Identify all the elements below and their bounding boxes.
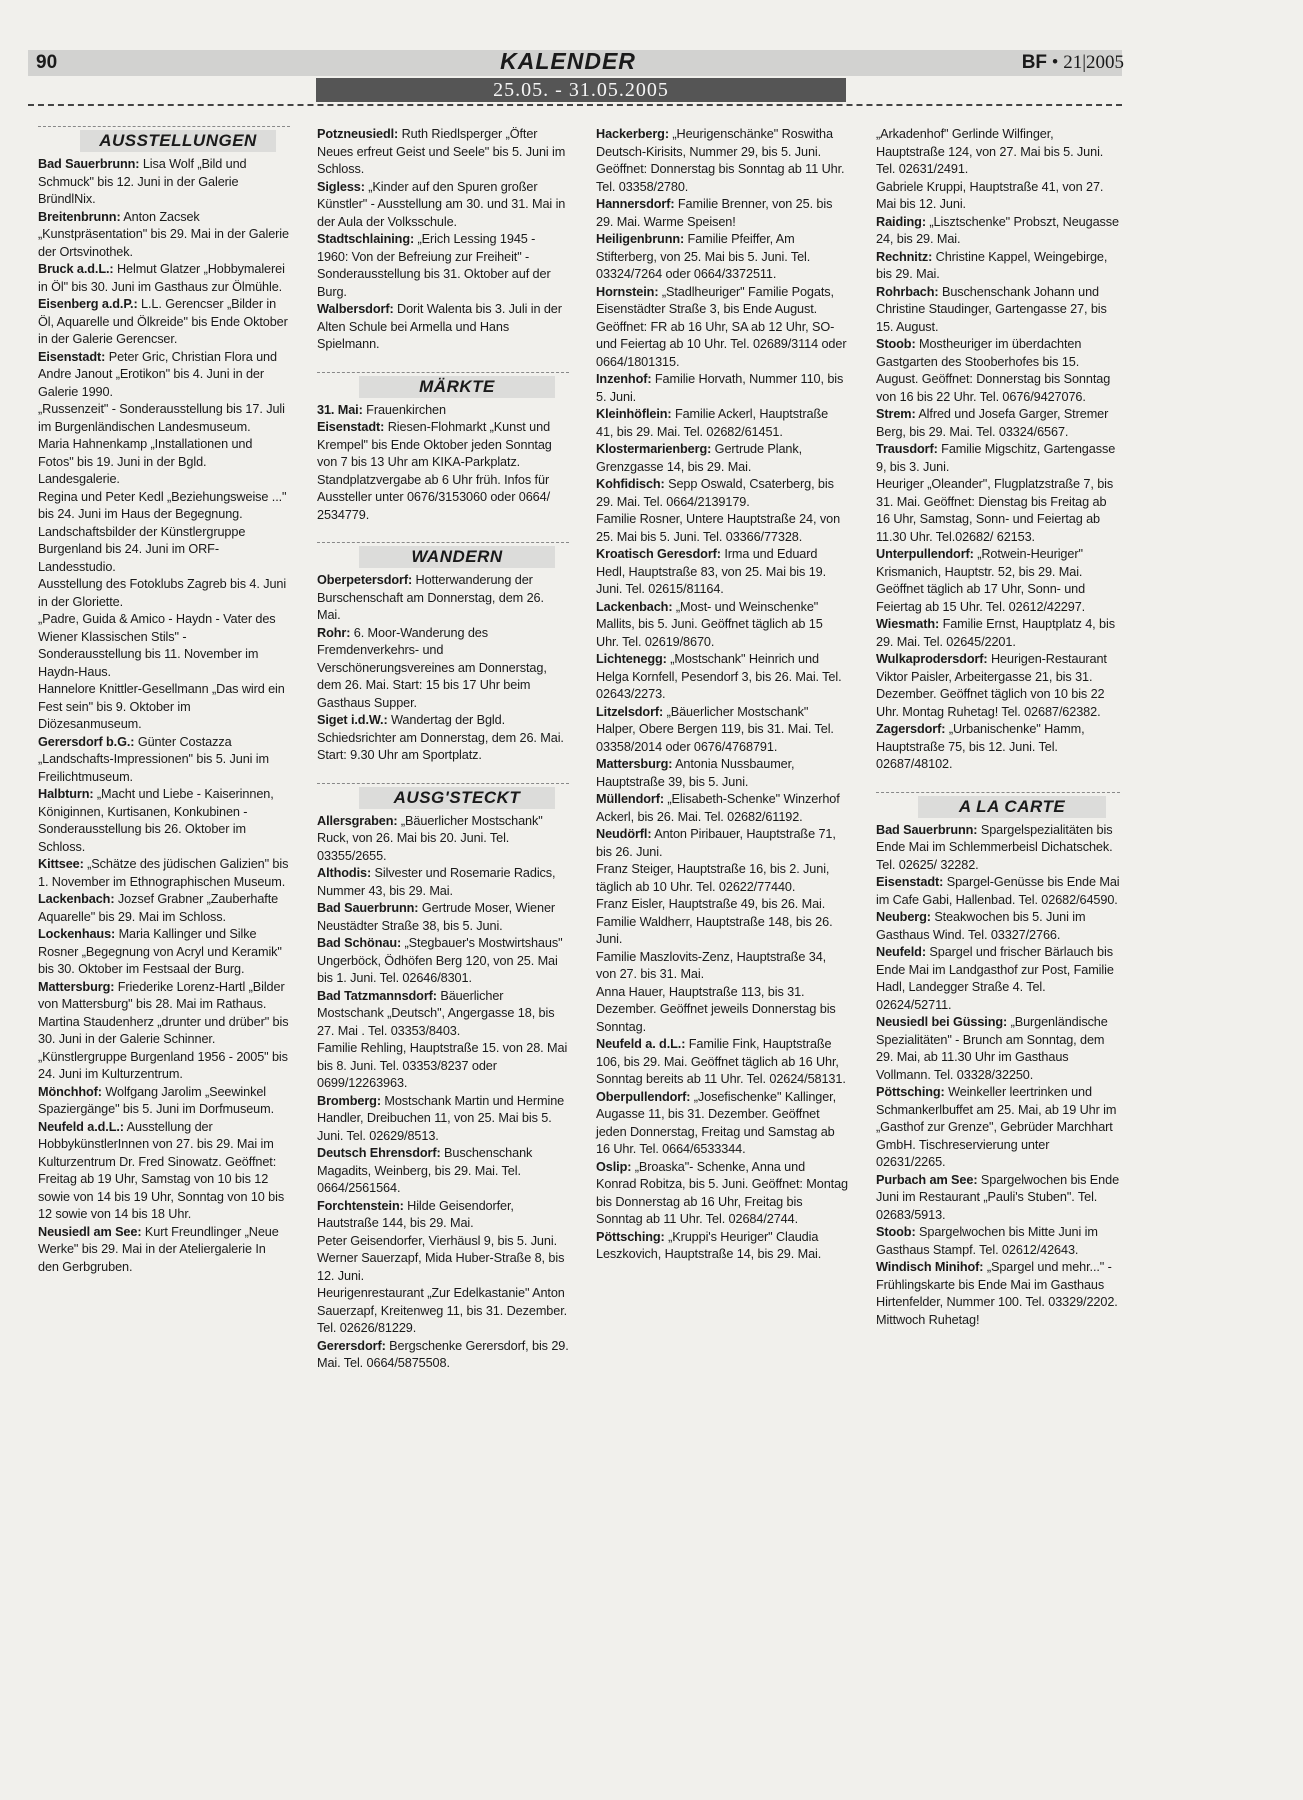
listing-entry xyxy=(38,576,290,611)
listing-text: „Kinder auf den Spuren großer Künstler" - Ausstellung am 30. und 31. Mai in der Aula der Volksschule. xyxy=(317,179,566,229)
listing-entry xyxy=(596,651,848,704)
listing-text: Bergschenke Gerersdorf, bis 29. Mai. Tel. 0664/5875508. xyxy=(317,1338,569,1370)
listing-place: Walbersdorf: xyxy=(317,302,394,316)
listing-entry xyxy=(38,979,290,1014)
bullet-separator: • xyxy=(1051,52,1059,73)
listing-entry xyxy=(876,249,1120,284)
listing-entry xyxy=(596,791,848,826)
listing-place: Wulkaprodersdorf: xyxy=(876,652,988,666)
listing-text: Kurt Freundlinger „Neue Werke" bis 29. Mai in der Ateliergalerie In den Gerbgruben. xyxy=(38,1224,279,1274)
listing-entry xyxy=(876,1224,1120,1259)
listing-entry xyxy=(317,402,569,420)
listing-text: Hannelore Knittler-Gesellmann „Das wird ein Fest sein" bis 9. Oktober im Diözesanmuseum. xyxy=(38,682,285,731)
listing-entry xyxy=(317,126,569,179)
listing-entry xyxy=(38,209,290,262)
listing-entry xyxy=(876,1259,1120,1329)
listing-text: Friederike Lorenz-Hartl „Bilder von Mattersburg" bis 28. Mai im Rathaus. xyxy=(38,979,285,1011)
listing-text: „Urbanischenke" Hamm, Hauptstraße 75, bis 12. Juni. Tel. 02687/48102. xyxy=(876,722,1085,771)
listing-entry xyxy=(38,926,290,979)
listing-text: Landschaftsbilder der Künstlergruppe Burgenland bis 24. Juni im ORF-Landesstudio. xyxy=(38,524,246,574)
listing-entry xyxy=(596,476,848,511)
listing-place: Kroatisch Geresdorf: xyxy=(596,547,721,561)
listing-entry xyxy=(317,301,569,354)
listing-text: „Bäuerlicher Mostschank" Ruck, von 26. Mai bis 20. Juni. Tel. 03355/2655. xyxy=(317,813,543,863)
magazine-name: BF xyxy=(1021,52,1048,73)
listing-place: Eisenberg a.d.P.: xyxy=(38,297,138,311)
listing-text: Hilde Geisendorfer, Hautstraße 144, bis 29. Mai. xyxy=(317,1198,514,1230)
listing-text: Familie Rehling, Hauptstraße 15. von 28. Mai bis 8. Juni. Tel. 03353/8237 oder 0699/12263963. xyxy=(317,1041,568,1090)
listing-place: Siget i.d.W.: xyxy=(317,713,388,727)
listing-place: Allersgraben: xyxy=(317,813,398,828)
listing-text: „Heurigenschänke" Roswitha Deutsch-Kirisits, Nummer 29, bis 5. Juni. Geöffnet: Donnerstag bis Sonntag ab 11 Uhr. Tel. 03358/2780. xyxy=(596,127,845,194)
section-gap xyxy=(317,524,569,542)
listing-entry xyxy=(317,1093,569,1146)
listing-entry xyxy=(596,196,848,231)
listing-entry xyxy=(876,179,1120,214)
listing-place: Bad Sauerbrunn: xyxy=(317,901,419,915)
listing-entry xyxy=(876,874,1120,909)
listing-place: Neudörfl: xyxy=(596,827,652,841)
listing-text: „Elisabeth-Schenke" Winzerhof Ackerl, bis 26. Mai. Tel. 02682/61192. xyxy=(596,792,840,824)
listing-text: Familie Maszlovits-Zenz, Hauptstraße 34, von 27. bis 31. Mai. xyxy=(596,949,827,981)
section-heading-title: A LA CARTE xyxy=(918,796,1106,818)
listing-text: Günter Costazza „Landschafts-Impressionen" bis 5. Juni im Freilichtmuseum. xyxy=(38,734,269,784)
listing-text: Heurigenrestaurant „Zur Edelkastanie" Anton Sauerzapf, Kreitenweg 11, bis 31. Dezember. Tel. 02626/81229. xyxy=(317,1286,568,1335)
listing-entry xyxy=(596,1159,848,1229)
listing-entry xyxy=(317,988,569,1041)
listing-entry xyxy=(317,935,569,988)
listing-text: Anna Hauer, Hauptstraße 113, bis 31. Dezember. Geöffnet jeweils Donnerstag bis Sonntag. xyxy=(596,984,836,1034)
listing-place: Kittsee: xyxy=(38,857,84,871)
listing-entry xyxy=(876,909,1120,944)
listing-place: Mattersburg: xyxy=(596,757,673,771)
listing-text: „Stadlheuriger" Familie Pogats, Eisenstädter Straße 3, bis Ende August. Geöffnet: FR ab 16 Uhr, SA ab 12 Uhr, SO- und Feiertag ab 10 Uhr. Tel. 02689/3114 oder 0664/1801315. xyxy=(596,284,847,369)
listing-text: Familie Fink, Hauptstraße 106, bis 29. Mai. Geöffnet täglich ab 16 Uhr, Sonntag bereits ab 11 Uhr. Tel. 02624/58131. xyxy=(596,1037,846,1086)
listing-text: Martina Staudenherz „drunter und drüber" bis 30. Juni in der Galerie Schinner. xyxy=(38,1014,289,1046)
listing-entry xyxy=(876,1172,1120,1225)
column-4 xyxy=(876,126,1120,1329)
listing-text: „Burgenländische Spezialitäten" - Brunch am Sonntag, dem 29. Mai, ab 11.30 Uhr im Gasthaus Vollmann. Tel. 03328/32250. xyxy=(876,1015,1108,1082)
listing-entry xyxy=(596,896,848,914)
listing-entry xyxy=(596,704,848,757)
listing-place: Stadtschlaining: xyxy=(317,232,415,246)
listing-text: Spargelwochen bis Mitte Juni im Gasthaus Stampf. Tel. 02612/42643. xyxy=(876,1225,1098,1257)
listing-entry xyxy=(876,441,1120,476)
listing-text: Werner Sauerzapf, Mida Huber-Straße 8, bis 12. Juni. xyxy=(317,1251,565,1283)
listing-entry xyxy=(596,441,848,476)
listing-place: Bad Tatzmannsdorf: xyxy=(317,988,437,1003)
listing-text: „Josefischenke" Kallinger, Augasse 11, bis 31. Dezember. Geöffnet jeden Donnerstag, Freitag und Samstag ab 16 Uhr. Tel. 0664/6533344. xyxy=(596,1089,837,1156)
listing-entry xyxy=(876,822,1120,875)
listing-place: Neufeld: xyxy=(876,945,926,959)
listing-text: Familie Ernst, Hauptplatz 4, bis 29. Mai. Tel. 02645/2201. xyxy=(876,617,1115,649)
listing-entry xyxy=(876,721,1120,774)
listing-entry xyxy=(876,406,1120,441)
listing-entry xyxy=(596,1036,848,1089)
listing-text: „Mostschank" Heinrich und Helga Kornfell, Pesendorf 3, bis 26. Mai. Tel. 02643/2273. xyxy=(596,652,842,701)
listing-text: L.L. Gerencser „Bilder in Öl, Aquarelle und Ölkreide" bis Ende Oktober in der Galerie Gerencser. xyxy=(38,297,288,346)
listing-text: „Stegbauer's Mostwirtshaus" Ungerböck, Ödhöfen Berg 120, von 25. Mai bis 1. Juni. Tel. 02646/8301. xyxy=(317,936,563,985)
listing-place: Neusiedl bei Güssing: xyxy=(876,1015,1008,1029)
listing-entry xyxy=(38,349,290,402)
listing-place: Oslip: xyxy=(596,1159,632,1174)
listing-place: Stoob: xyxy=(876,1225,916,1239)
listing-text: Jozsef Grabner „Zauberhafte Aquarelle" bis 29. Mai im Schloss. xyxy=(38,892,279,924)
section-title: KALENDER xyxy=(500,48,636,74)
listing-place: Pöttsching: xyxy=(596,1229,665,1244)
listing-text: Riesen-Flohmarkt „Kunst und Krempel" bis Ende Oktober jeden Sonntag von 7 bis 13 Uhr am KIKA-Parkplatz. Standplatzvergabe ab 6 Uhr früh. Infos für Aussteller unter 0676/3153060 oder 0664/ 2534779. xyxy=(317,420,552,522)
listing-text: Dorit Walenta bis 3. Juli in der Alten Schule bei Armella und Hans Spielmann. xyxy=(317,302,562,351)
listing-entry xyxy=(38,1119,290,1224)
listing-text: Maria Hahnenkamp „Installationen und Fotos" bis 19. Juni in der Bgld. Landesgalerie. xyxy=(38,437,253,486)
listing-text: „Spargel und mehr..." - Frühlingskarte bis Ende Mai im Gasthaus Hirtenfelder, Nummer 100. Tel. 03329/2202. Mittwoch Ruhetag! xyxy=(876,1260,1118,1327)
listing-text: „Erich Lessing 1945 - 1960: Von der Befreiung zur Freiheit" - Sonderausstellung bis 31. Oktober auf der Burg. xyxy=(317,232,551,299)
page-number: 90 xyxy=(36,52,58,73)
listing-place: Stoob: xyxy=(876,337,916,351)
listing-place: Raiding: xyxy=(876,214,926,229)
listing-place: Kleinhöflein: xyxy=(596,407,672,421)
listing-place: Heiligenbrunn: xyxy=(596,232,685,246)
listing-entry xyxy=(38,261,290,296)
listing-text: Ausstellung der HobbykünstlerInnen von 27. bis 29. Mai im Kulturzentrum Dr. Fred Sinowatz. Geöffnet: Freitag ab 19 Uhr, Samstag von 10 bis 12 sowie von 14 bis 19 Uhr, Sonntag von 10 bis 12 sowie von 14 bis 18 Uhr. xyxy=(38,1119,285,1221)
listing-text: „Most- und Weinschenke" Mallits, bis 5. Juni. Geöffnet täglich ab 15 Uhr. Tel. 02619/8670. xyxy=(596,599,823,649)
listing-entry xyxy=(876,1084,1120,1172)
listing-text: Hotterwanderung der Burschenschaft am Donnerstag, dem 26. Mai. xyxy=(317,573,544,622)
listing-entry xyxy=(38,681,290,734)
listing-text: Spargel-Genüsse bis Ende Mai im Cafe Gabi, Hallenbad. Tel. 02682/64590. xyxy=(876,875,1120,907)
listing-entry xyxy=(596,511,848,546)
listing-entry xyxy=(876,336,1120,406)
listing-entry xyxy=(317,1145,569,1198)
section-heading-title: AUSSTELLUNGEN xyxy=(80,130,276,152)
listing-entry xyxy=(876,944,1120,1014)
listing-place: Bad Sauerbrunn: xyxy=(38,157,140,171)
listing-text: Mostheuriger im überdachten Gastgarten des Stooberhofes bis 15. August. Geöffnet: Donnerstag bis Sonntag von 16 bis 22 Uhr. Tel. 0676/9427076. xyxy=(876,337,1111,404)
listing-text: Spargelwochen bis Ende Juni im Restaurant „Pauli's Stuben". Tel. 02683/5913. xyxy=(876,1172,1120,1222)
listing-entry xyxy=(317,1285,569,1338)
section-heading xyxy=(38,126,290,152)
listing-text: Familie Brenner, von 25. bis 29. Mai. Warme Speisen! xyxy=(596,197,833,229)
listing-place: Lichtenegg: xyxy=(596,652,667,666)
listing-entry xyxy=(317,1338,569,1373)
listing-entry xyxy=(596,949,848,984)
listing-entry xyxy=(596,546,848,599)
listing-entry xyxy=(876,284,1120,337)
listing-text: Buschenschank Johann und Christine Staudinger, Gartengasse 27, bis 15. August. xyxy=(876,284,1107,334)
listing-place: Kohfidisch: xyxy=(596,477,665,491)
listing-text: „Russenzeit" - Sonderausstellung bis 17. Juli im Burgenländischen Landesmuseum. xyxy=(38,402,285,434)
listing-text: Anton Zacsek „Kunstpräsentation" bis 29. Mai in der Galerie der Ortsvinothek. xyxy=(38,209,289,259)
listing-place: Eisenstadt: xyxy=(38,349,106,364)
listing-text: Silvester und Rosemarie Radics, Nummer 43, bis 29. Mai. xyxy=(317,866,556,898)
listing-entry xyxy=(596,599,848,652)
listing-text: „Rotwein-Heuriger" Krismanich, Hauptstr. 52, bis 29. Mai. Geöffnet täglich ab 17 Uhr, Sonn- und Feiertag ab 15 Uhr. Tel. 02612/42297. xyxy=(876,547,1086,614)
listing-entry xyxy=(596,406,848,441)
section-heading xyxy=(317,372,569,398)
listing-entry xyxy=(38,156,290,209)
listing-text: „Arkadenhof" Gerlinde Wilfinger, Hauptstraße 124, von 27. Mai bis 5. Juni. Tel. 02631/2491. xyxy=(876,127,1104,176)
listing-place: Neufeld a.d.L.: xyxy=(38,1119,124,1134)
date-range: 25.05. - 31.05.2005 xyxy=(493,79,669,101)
listing-text: Peter Geisendorfer, Vierhäusl 9, bis 5. Juni. xyxy=(317,1233,557,1248)
listing-entry xyxy=(317,865,569,900)
listing-entry xyxy=(317,625,569,713)
listing-entry xyxy=(38,734,290,787)
column-3 xyxy=(596,126,848,1264)
listing-entry xyxy=(38,1224,290,1277)
listing-place: Gerersdorf: xyxy=(317,1338,386,1353)
listing-place: Breitenbrunn: xyxy=(38,209,121,224)
listing-text: „Lisztschenke" Probszt, Neugasse 24, bis 29. Mai. xyxy=(876,214,1119,246)
listing-text: Helmut Glatzer „Hobbymalerei in Öl" bis 30. Juni im Gasthaus zur Ölmühle. xyxy=(38,262,285,294)
listing-text: Peter Gric, Christian Flora und Andre Janout „Erotikon" bis 4. Juni in der Galerie 1990. xyxy=(38,349,277,399)
listing-text: Gertrude Plank, Grenzgasse 14, bis 29. Mai. xyxy=(596,442,803,474)
section-heading xyxy=(876,792,1120,818)
listing-place: Oberpullendorf: xyxy=(596,1089,691,1104)
issue-number: 21|2005 xyxy=(1063,52,1124,73)
listing-entry xyxy=(596,914,848,949)
listing-entry xyxy=(317,1198,569,1233)
section-heading-title: MÄRKTE xyxy=(359,376,555,398)
listing-text: Familie Pfeiffer, Am Stifterberg, von 25. Mai bis 5. Juni. Tel. 03324/7264 oder 0664/3372511. xyxy=(596,232,811,281)
listing-place: Zagersdorf: xyxy=(876,722,946,736)
listing-place: 31. Mai: xyxy=(317,402,363,417)
listing-entry xyxy=(596,284,848,372)
listing-entry xyxy=(596,756,848,791)
listing-entry xyxy=(596,861,848,896)
section-heading-title: WANDERN xyxy=(359,546,555,568)
listing-entry xyxy=(876,546,1120,616)
listing-text: Mostschank Martin und Hermine Handler, Dreibuchen 11, von 25. Mai bis 5. Juni. Tel. 02629/8513. xyxy=(317,1093,565,1143)
listing-text: Heurigen-Restaurant Viktor Paisler, Arbeitergasse 21, bis 31. Dezember. Geöffnet täglich von 10 bis 22 Uhr. Montag Ruhetag! Tel. 02687/62382. xyxy=(876,652,1107,719)
listing-text: „Bäuerlicher Mostschank" Halper, Obere Bergen 119, bis 31. Mai. Tel. 03358/2014 oder 0676/4768791. xyxy=(596,704,834,754)
listing-place: Sigless: xyxy=(317,179,365,194)
listing-entry xyxy=(596,1229,848,1264)
listing-entry xyxy=(317,1250,569,1285)
listing-place: Bromberg: xyxy=(317,1093,381,1108)
listing-text: Ausstellung des Fotoklubs Zagreb bis 4. Juni in der Gloriette. xyxy=(38,577,287,609)
listing-place: Neuberg: xyxy=(876,910,931,924)
listing-place: Hornstein: xyxy=(596,284,659,299)
listing-entry xyxy=(38,489,290,524)
listing-text: Regina und Peter Kedl „Beziehungsweise ..." bis 24. Juni im Haus der Begegnung. xyxy=(38,489,287,521)
listing-text: „Padre, Guida & Amico - Haydn - Vater des Wiener Klassischen Stils" - Sonderausstellung bis 11. November im Haydn-Haus. xyxy=(38,612,276,679)
listing-text: Steakwochen bis 5. Juni im Gasthaus Wind. Tel. 03327/2766. xyxy=(876,910,1086,942)
listing-text: Antonia Nussbaumer, Hauptstraße 39, bis 5. Juni. xyxy=(596,757,795,789)
listing-text: „Kruppi's Heuriger" Claudia Leszkovich, Hauptstraße 14, bis 29. Mai. xyxy=(596,1229,822,1261)
listing-text: Spargelspezialitäten bis Ende Mai im Schlemmerbeisl Dichatschek. Tel. 02625/ 32282. xyxy=(876,822,1113,872)
listing-place: Neufeld a. d.L.: xyxy=(596,1037,686,1051)
listing-entry xyxy=(38,524,290,577)
listing-place: Rohr: xyxy=(317,625,351,640)
issue-label xyxy=(1022,50,1124,76)
listing-entry xyxy=(317,572,569,625)
listing-text: „Künstlergruppe Burgenland 1956 - 2005" bis 24. Juni im Kulturzentrum. xyxy=(38,1049,288,1081)
listing-entry xyxy=(38,891,290,926)
listing-place: Wiesmath: xyxy=(876,617,940,631)
listing-entry xyxy=(876,651,1120,721)
listing-place: Mönchhof: xyxy=(38,1084,102,1099)
section-heading-title: AUSG'STECKT xyxy=(359,787,555,809)
listing-text: Franz Steiger, Hauptstraße 16, bis 2. Juni, täglich ab 10 Uhr. Tel. 02622/77440. xyxy=(596,862,830,894)
listing-entry xyxy=(38,611,290,681)
listing-entry xyxy=(38,1049,290,1084)
listing-entry xyxy=(317,231,569,301)
listing-entry xyxy=(596,826,848,861)
header-divider xyxy=(28,104,1122,106)
listing-entry xyxy=(38,856,290,891)
listing-place: Lockenhaus: xyxy=(38,927,116,941)
listing-place: Bruck a.d.L.: xyxy=(38,262,114,276)
listing-place: Litzelsdorf: xyxy=(596,704,664,719)
listing-entry xyxy=(38,296,290,349)
listing-text: Anton Piribauer, Hauptstraße 71, bis 26. Juni. xyxy=(596,827,836,859)
listing-place: Lackenbach: xyxy=(38,892,115,906)
section-gap xyxy=(876,774,1120,792)
listing-text: „Schätze des jüdischen Galizien" bis 1. November im Ethnographischen Museum. xyxy=(38,857,289,889)
listing-text: Spargel und frischer Bärlauch bis Ende Mai im Landgasthof zur Post, Familie Hadl, Landegger Straße 4. Tel. 02624/52711. xyxy=(876,945,1114,1012)
listing-entry xyxy=(596,371,848,406)
listing-text: Heuriger „Oleander", Flugplatzstraße 7, bis 31. Mai. Geöffnet: Dienstag bis Freitag ab 16 Uhr, Samstag, Sonn- und Feiertag ab 11.30 Uhr. Tel.02682/ 62153. xyxy=(876,477,1114,544)
listing-place: Oberpetersdorf: xyxy=(317,573,413,587)
listing-entry xyxy=(317,712,569,765)
listing-place: Eisenstadt: xyxy=(876,875,944,889)
listing-text: Familie Horvath, Nummer 110, bis 5. Juni. xyxy=(596,372,844,404)
listing-entry xyxy=(317,900,569,935)
listing-place: Inzenhof: xyxy=(596,372,652,386)
listing-entry xyxy=(876,214,1120,249)
listing-place: Halbturn: xyxy=(38,787,94,801)
listing-entry xyxy=(317,1233,569,1251)
listing-text: „Macht und Liebe - Kaiserinnen, Königinnen, Kurtisanen, Konkubinen - Sonderausstellung bis 26. Oktober im Schloss. xyxy=(38,787,274,854)
listing-text: Alfred und Josefa Garger, Stremer Berg, bis 29. Mai. Tel. 03324/6567. xyxy=(876,407,1109,439)
column-1 xyxy=(38,126,290,1276)
listing-place: Bad Sauerbrunn: xyxy=(876,822,978,837)
listing-text: Lisa Wolf „Bild und Schmuck" bis 12. Juni in der Galerie BründlNix. xyxy=(38,157,247,206)
column-2 xyxy=(317,126,569,1373)
listing-entry xyxy=(876,1014,1120,1084)
listing-entry xyxy=(317,813,569,866)
section-gap xyxy=(317,765,569,783)
listing-text: „Broaska"- Schenke, Anna und Konrad Robitza, bis 5. Juni. Geöffnet: Montag bis Donnerstag ab 16 Uhr, Freitag bis Sonntag ab 11 Uhr. Tel. 02684/2744. xyxy=(596,1159,848,1226)
section-heading xyxy=(317,783,569,809)
listing-text: Gabriele Kruppi, Hauptstraße 41, von 27. Mai bis 12. Juni. xyxy=(876,179,1104,211)
listing-text: Maria Kallinger und Silke Rosner „Begegnung von Acryl und Keramik" bis 30. Oktober im Festsaal der Burg. xyxy=(38,927,282,976)
listing-entry xyxy=(596,984,848,1037)
listing-entry xyxy=(317,419,569,524)
listing-place: Pöttsching: xyxy=(876,1085,945,1099)
listing-text: Irma und Eduard Hedl, Hauptstraße 83, von 25. Mai bis 19. Juni. Tel. 02615/81164. xyxy=(596,547,827,596)
listing-text: Familie Waldherr, Hauptstraße 148, bis 26. Juni. xyxy=(596,914,833,946)
listing-text: Familie Migschitz, Gartengasse 9, bis 3. Juni. xyxy=(876,442,1116,474)
listing-entry xyxy=(38,786,290,856)
listing-text: Wandertag der Bgld. Schiedsrichter am Donnerstag, dem 26. Mai. Start: 9.30 Uhr am Sportplatz. xyxy=(317,713,564,762)
listing-place: Althodis: xyxy=(317,866,372,880)
listing-entry xyxy=(38,1084,290,1119)
listing-entry xyxy=(38,436,290,489)
listing-entry xyxy=(876,126,1120,179)
listing-entry xyxy=(317,1040,569,1093)
listing-place: Forchtenstein: xyxy=(317,1198,404,1213)
listing-place: Gerersdorf b.G.: xyxy=(38,734,135,749)
listing-text: Familie Ackerl, Hauptstraße 41, bis 29. Mai. Tel. 02682/61451. xyxy=(596,407,829,439)
listing-place: Mattersburg: xyxy=(38,979,115,994)
listing-entry xyxy=(38,401,290,436)
listing-entry xyxy=(876,616,1120,651)
listing-text: Buschenschank Magadits, Weinberg, bis 29. Mai. Tel. 0664/2561564. xyxy=(317,1146,533,1195)
listing-place: Klostermarienberg: xyxy=(596,442,712,456)
listing-place: Potzneusiedl: xyxy=(317,127,399,141)
listing-text: Sepp Oswald, Csaterberg, bis 29. Mai. Tel. 0664/2139179. xyxy=(596,477,834,509)
listing-entry xyxy=(596,126,848,196)
listing-place: Hannersdorf: xyxy=(596,197,675,211)
listing-text: Franz Eisler, Hauptstraße 49, bis 26. Mai. xyxy=(596,897,826,911)
listing-place: Müllendorf: xyxy=(596,792,664,806)
listing-place: Purbach am See: xyxy=(876,1172,978,1187)
listing-place: Strem: xyxy=(876,407,916,421)
listing-place: Neusiedl am See: xyxy=(38,1224,142,1239)
listing-place: Lackenbach: xyxy=(596,599,673,614)
listing-entry xyxy=(876,476,1120,546)
listing-text: 6. Moor-Wanderung des Fremdenverkehrs- und Verschönerungsvereines am Donnerstag, dem 26. Mai. Start: 15 bis 17 Uhr beim Gasthaus Supper. xyxy=(317,625,547,710)
listing-place: Deutsch Ehrensdorf: xyxy=(317,1146,441,1160)
section-heading xyxy=(317,542,569,568)
listing-text: Weinkeller leertrinken und Schmankerlbuffet am 25. Mai, ab 19 Uhr im „Gasthof zur Grenze", Gebrüder Marchhart GmbH. Tischreservierung unter 02631/2265. xyxy=(876,1085,1117,1169)
listing-entry xyxy=(596,1089,848,1159)
section-gap xyxy=(317,354,569,372)
listing-entry xyxy=(38,1014,290,1049)
listing-place: Bad Schönau: xyxy=(317,936,402,950)
listing-place: Rechnitz: xyxy=(876,249,933,264)
listing-text: Wolfgang Jarolim „Seewinkel Spaziergänge" bis 5. Juni im Dorfmuseum. xyxy=(38,1084,275,1116)
listing-text: Ruth Riedlsperger „Öfter Neues erfreut Geist und Seele" bis 5. Juni im Schloss. xyxy=(317,127,566,176)
listing-entry xyxy=(596,231,848,284)
listing-text: Bäuerlicher Mostschank „Deutsch", Angergasse 18, bis 27. Mai . Tel. 03353/8403. xyxy=(317,988,555,1038)
listing-entry xyxy=(317,179,569,232)
listing-text: Gertrude Moser, Wiener Neustädter Straße 38, bis 5. Juni. xyxy=(317,901,556,933)
listing-place: Hackerberg: xyxy=(596,127,669,141)
listing-place: Unterpullendorf: xyxy=(876,547,974,561)
listing-text: Frauenkirchen xyxy=(362,402,446,417)
listing-text: Christine Kappel, Weingebirge, bis 29. Mai. xyxy=(876,249,1108,281)
listing-place: Windisch Minihof: xyxy=(876,1260,984,1274)
listing-place: Trausdorf: xyxy=(876,442,938,456)
listing-place: Eisenstadt: xyxy=(317,420,385,434)
listing-text: Familie Rosner, Untere Hauptstraße 24, von 25. Mai bis 5. Juni. Tel. 03366/77328. xyxy=(596,512,841,544)
listing-place: Rohrbach: xyxy=(876,284,939,299)
